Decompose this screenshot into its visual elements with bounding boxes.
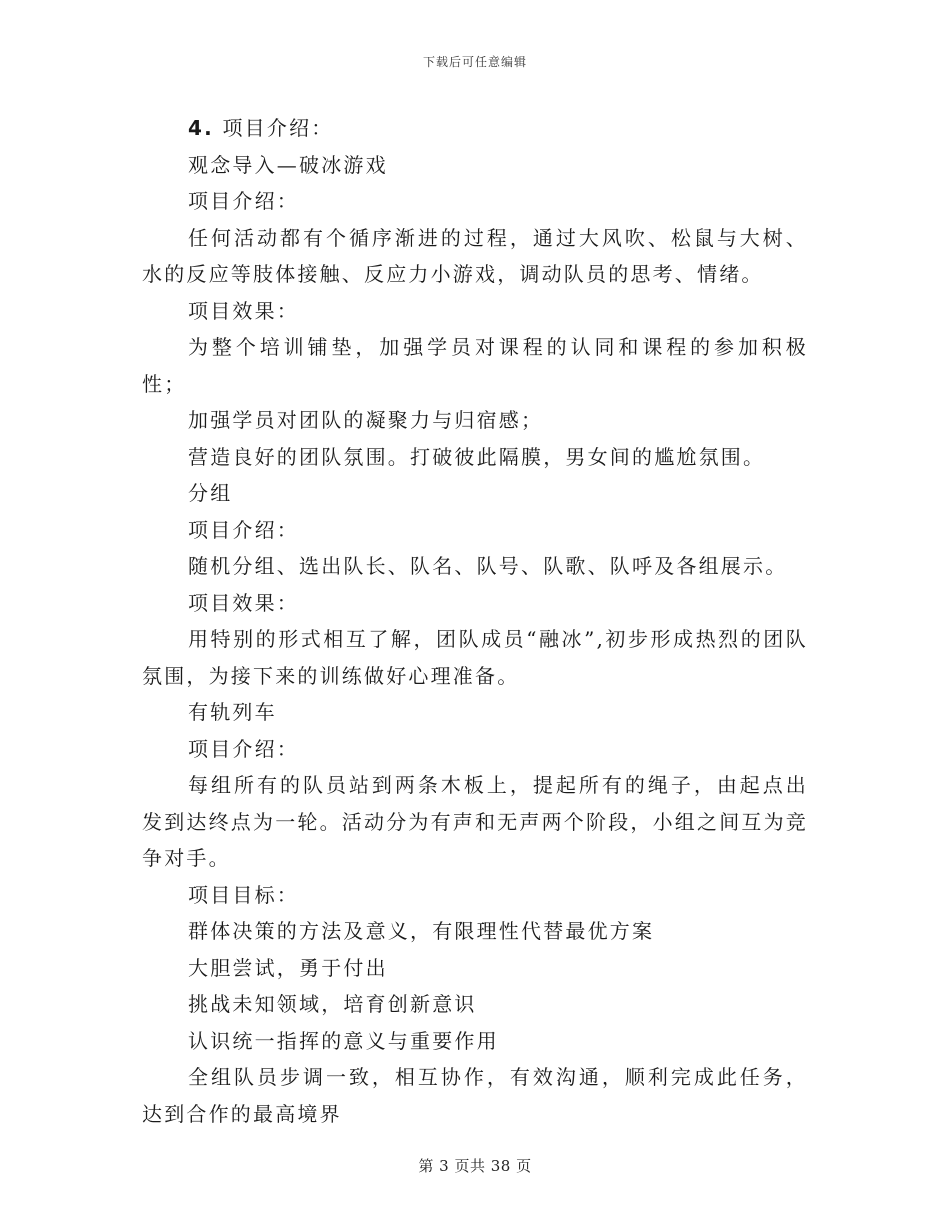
paragraph: 项目介绍： — [188, 736, 299, 761]
paragraph: 项目介绍： — [188, 517, 299, 542]
document-body — [142, 110, 808, 1132]
paragraph: 加强学员对团队的凝聚力与归宿感； — [188, 408, 544, 432]
paragraph: 项目目标： — [188, 882, 299, 907]
section-number: 4. — [188, 116, 214, 140]
section-heading — [142, 110, 808, 147]
paragraph: 任何活动都有个循序渐进的过程，通过大风吹、松鼠与大树、水的反应等肢体接触、反应力小游戏，调动队员的思考、情绪。 — [142, 225, 808, 286]
page-header: 下载后可任意编辑 — [422, 55, 527, 69]
paragraph: 有轨列车 — [188, 700, 277, 724]
paragraph: 观念导入—破冰游戏 — [188, 152, 388, 177]
paragraph: 认识统一指挥的意义与重要作用 — [188, 1028, 499, 1053]
paragraph: 项目介绍： — [188, 189, 299, 213]
paragraph: 群体决策的方法及意义，有限理性代替最优方案 — [188, 919, 655, 943]
paragraph: 全组队员步调一致，相互协作，有效沟通，顺利完成此任务，达到合作的最高境界 — [142, 1065, 808, 1126]
section-title: 项目介绍： — [213, 116, 334, 140]
paragraph: 用特别的形式相互了解，团队成员“融冰”,初步形成热烈的团队氛围，为接下来的训练做好心理准备。 — [142, 627, 808, 688]
paragraph: 分组 — [188, 481, 233, 505]
paragraph: 为整个培训铺垫，加强学员对课程的认同和课程的参加积极性； — [142, 335, 808, 396]
paragraph: 挑战未知领域，培育创新意识 — [188, 992, 477, 1016]
paragraph: 大胆尝试，勇于付出 — [188, 955, 388, 980]
paragraph: 项目效果： — [188, 298, 299, 323]
page-footer: 第 3 页共 38 页 — [418, 1157, 532, 1175]
paragraph: 每组所有的队员站到两条木板上，提起所有的绳子，由起点出发到达终点为一轮。活动分为有声和无声两个阶段，小组之间互为竞争对手。 — [142, 773, 808, 870]
paragraph: 随机分组、选出队长、队名、队号、队歌、队呼及各组展示。 — [188, 554, 788, 578]
paragraph: 营造良好的团队氛围。打破彼此隔膜，男女间的尴尬氛围。 — [188, 444, 766, 469]
paragraph: 项目效果： — [188, 590, 299, 615]
